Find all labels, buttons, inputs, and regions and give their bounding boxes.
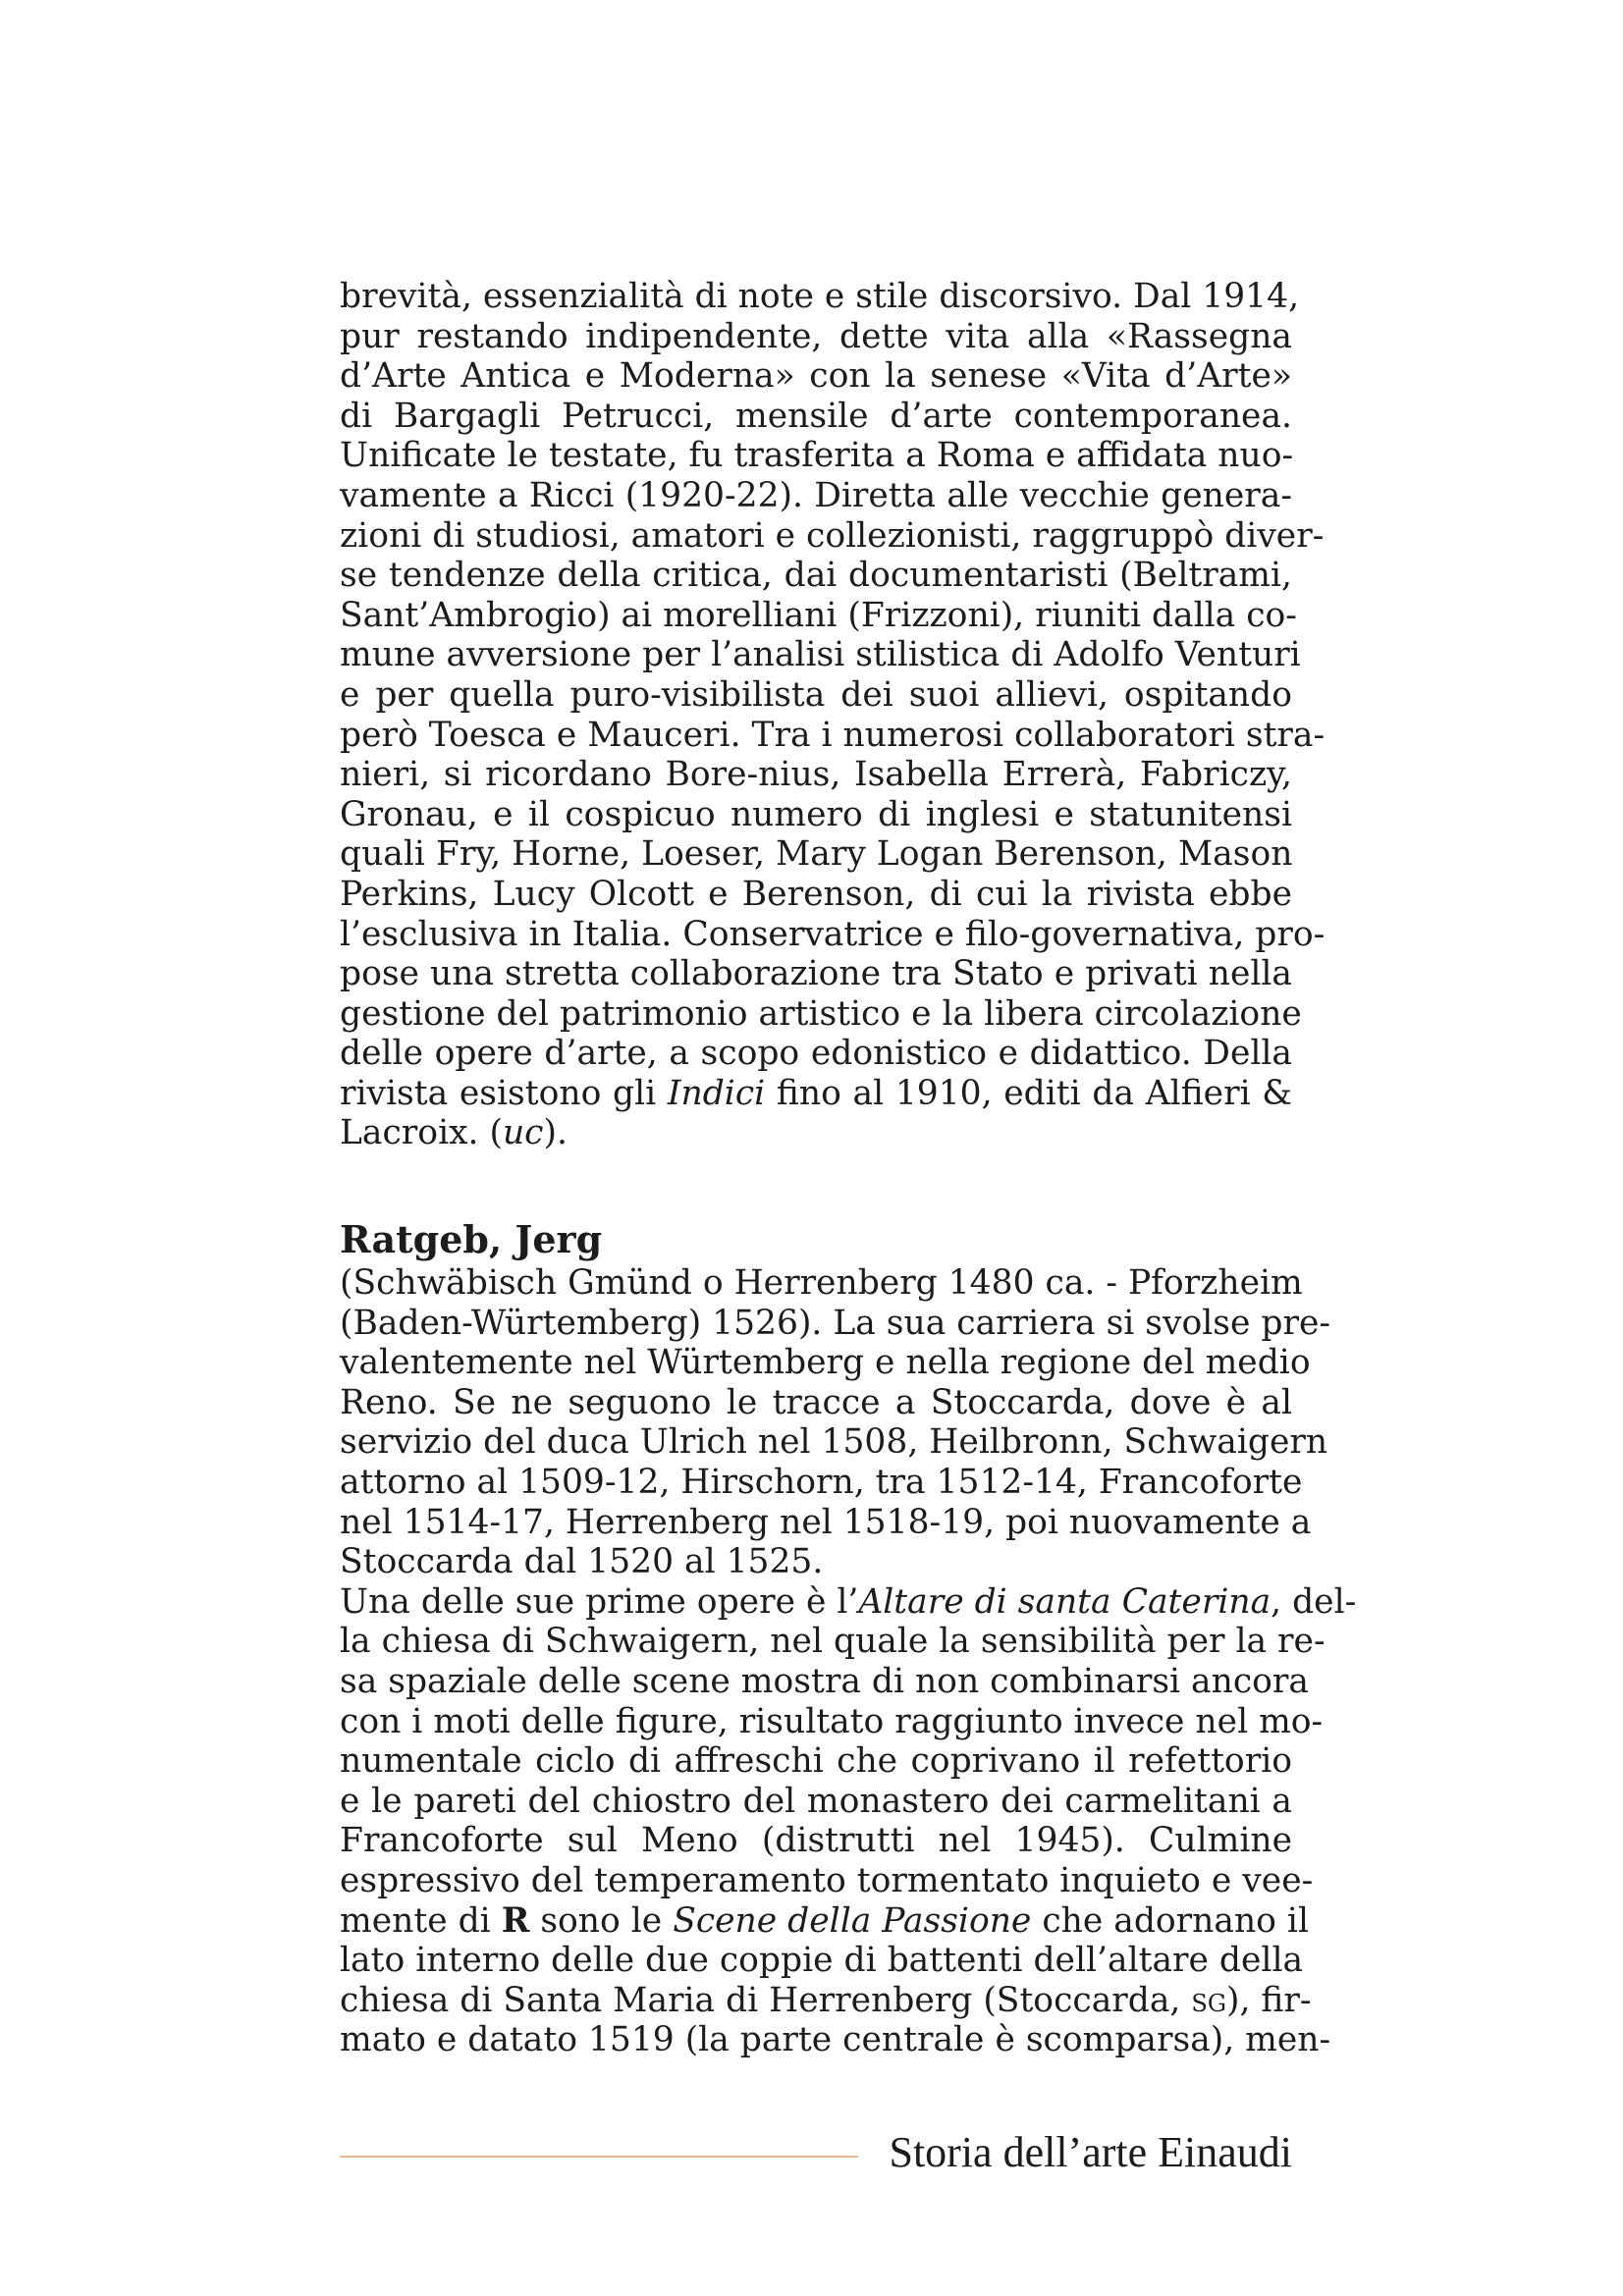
text-run: fino al 1910, editi da Alfieri &: [765, 1073, 1292, 1113]
page-body: [340, 277, 1357, 2060]
text-line: [340, 1074, 1292, 1114]
text-line: attorno al 1509-12, Hirschorn, tra 1512-14, Francoforte: [340, 1463, 1303, 1503]
text-run: ), fir-: [1226, 1980, 1312, 2020]
text-run: Una delle sue prime opere è l’: [340, 1581, 859, 1622]
text-line: Reno. Se ne seguono le tracce a Stoccarda, dove è al: [340, 1382, 1292, 1422]
text-line: lato interno delle due coppie di battenti dell’altare della: [340, 1941, 1304, 1981]
text-line: Perkins, Lucy Olcott e Berenson, di cui la rivista ebbe: [340, 874, 1292, 914]
text-line: Stoccarda dal 1520 al 1525.: [340, 1542, 824, 1582]
text-line: (Baden-Würtemberg) 1526). La sua carriera si svolse pre-: [340, 1303, 1331, 1343]
text-line: d’Arte Antica e Moderna» con la senese «Vita d’Arte»: [340, 356, 1292, 397]
text-line: e le pareti del chiostro del monastero dei carmelitani a: [340, 1781, 1292, 1821]
text-run: rivista esistono gli: [340, 1073, 668, 1113]
text-line: [340, 1900, 1309, 1942]
text-line: delle opere d’arte, a scopo edonistico e didattico. Della: [340, 1034, 1292, 1074]
text-line: mato e datato 1519 (la parte centrale è scomparsa), men-: [340, 2020, 1331, 2060]
text-run: chiesa di Santa Maria di Herrenberg (Stoccarda,: [340, 1980, 1192, 2020]
text-line: e per quella puro-visibilista dei suoi allievi, ospitando: [340, 674, 1292, 715]
text-line: numentale ciclo di affreschi che coprivano il refettorio: [340, 1741, 1292, 1782]
text-line: con i moti delle figure, risultato raggiunto invece nel mo-: [340, 1701, 1324, 1741]
italic-title: Altare di santa Caterina: [858, 1581, 1271, 1622]
text-line: gestione del patrimonio artistico e la libera circolazione: [340, 993, 1302, 1034]
text-run: ).: [543, 1113, 568, 1153]
text-line: Gronau, e il cospicuo numero di inglesi e statunitensi: [340, 794, 1292, 834]
text-run: sono le: [529, 1900, 674, 1941]
entry-title: Ratgeb, Jerg: [340, 1217, 603, 1262]
text-line: zioni di studiosi, amatori e collezionisti, raggruppò diver-: [340, 515, 1325, 556]
italic-title: Scene della Passione: [673, 1900, 1032, 1941]
text-line: espressivo del temperamento tormentato inquieto e vee-: [340, 1860, 1314, 1900]
text-line: di Bargagli Petrucci, mensile d’arte contemporanea.: [340, 396, 1292, 436]
text-run: Lacroix. (: [340, 1113, 503, 1153]
text-line: quali Fry, Horne, Loeser, Mary Logan Berenson, Mason: [340, 834, 1293, 875]
text-line: però Toesca e Mauceri. Tra i numerosi collaboratori stra-: [340, 715, 1325, 755]
text-line: Sant’Ambrogio) ai morelliani (Frizzoni), riuniti dalla co-: [340, 595, 1297, 635]
text-line: la chiesa di Schwaigern, nel quale la sensibilità per la re-: [340, 1622, 1325, 1662]
text-line: [340, 1980, 1312, 2021]
text-line: [340, 1113, 1292, 1153]
text-line: pur restando indipendente, dette vita alla «Rassegna: [340, 316, 1292, 356]
text-line: nel 1514-17, Herrenberg nel 1518-19, poi nuovamente a: [340, 1502, 1312, 1542]
entry-paragraph-1: [340, 1263, 1331, 1582]
bold-initial: R: [501, 1900, 530, 1941]
text-run: , del-: [1271, 1581, 1357, 1622]
text-line: se tendenze della critica, dai documentaristi (Beltrami,: [340, 556, 1292, 596]
text-line: brevità, essenzialità di note e stile discorsivo. Dal 1914,: [340, 277, 1300, 316]
text-run: che adornano il: [1031, 1900, 1309, 1941]
text-line: (Schwäbisch Gmünd o Herrenberg 1480 ca. - Pforzheim: [340, 1263, 1303, 1304]
footer-rule: [340, 2156, 858, 2158]
italic-title: Indici: [667, 1073, 766, 1113]
text-line: Francoforte sul Meno (distrutti nel 1945). Culmine: [340, 1821, 1292, 1861]
text-line: vamente a Ricci (1920-22). Diretta alle vecchie genera-: [340, 475, 1292, 515]
text-run: mente di: [340, 1900, 502, 1941]
text-line: sa spaziale delle scene mostra di non combinarsi ancora: [340, 1662, 1309, 1701]
text-line: nieri, si ricordano Bore-nius, Isabella Errerà, Fabriczy,: [340, 755, 1292, 795]
text-line: Unificate le testate, fu trasferita a Roma e affidata nuo-: [340, 436, 1294, 476]
text-line: mune avversione per l’analisi stilistica di Adolfo Venturi: [340, 635, 1301, 675]
text-line: [340, 1581, 1357, 1623]
text-line: servizio del duca Ulrich nel 1508, Heilbronn, Schwaigern: [340, 1422, 1328, 1463]
text-line: valentemente nel Würtemberg e nella regione del medio: [340, 1343, 1311, 1383]
text-line: l’esclusiva in Italia. Conservatrice e filo-governativa, pro-: [340, 914, 1325, 954]
intro-paragraph: [340, 277, 1325, 1153]
author-initials: uc: [502, 1113, 544, 1153]
entry-paragraph-2: [340, 1581, 1357, 2060]
abbreviation: sg: [1191, 1980, 1226, 2020]
text-line: pose una stretta collaborazione tra Stato e privati nella: [340, 954, 1292, 994]
footer-publisher: Storia dell’arte Einaudi: [889, 2128, 1292, 2176]
